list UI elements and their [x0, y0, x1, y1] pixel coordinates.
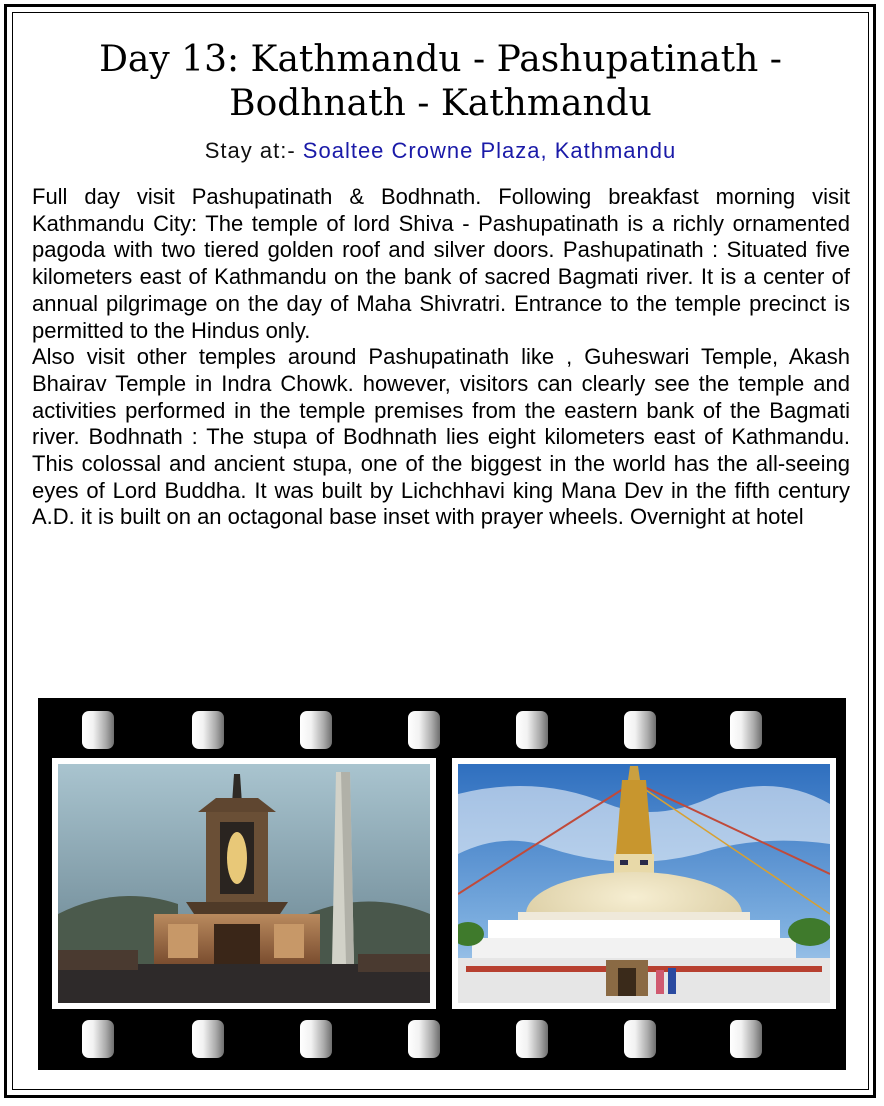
page-title: [12, 38, 869, 126]
title-line-2: Bodhnath - Kathmandu: [229, 83, 652, 124]
day-description: [32, 184, 850, 531]
description-paragraph-1: Full day visit Pashupatinath & Bodhnath. Following breakfast morning visit Kathmandu City: The temple of lord Shiva - Pashupatinath is a richly ornamented pagoda with two tiered golden roof and silver doors. Pashupatinath : Situated five kilometers east of Kathmandu on the bank of sacred Bagmati river. It is a center of annual pilgrimage on the day of Maha Shivratri. Entrance to the temple precinct is permitted to the Hindus only.: [32, 184, 850, 343]
sprocket-hole: [82, 711, 114, 749]
sprocket-hole: [408, 711, 440, 749]
sprocket-hole: [192, 711, 224, 749]
bodhnath-image: [458, 764, 830, 1003]
sprocket-hole: [730, 711, 762, 749]
pashupatinath-image: [58, 764, 430, 1003]
sprocket-hole: [408, 1020, 440, 1058]
stay-label: Stay at:-: [204, 138, 296, 163]
description-paragraph-2: Also visit other temples around Pashupatinath like , Guheswari Temple, Akash Bhairav Temple in Indra Chowk. however, visitors can clearly see the temple and activities performed in the temple premises from the eastern bank of the Bagmati river. Bodhnath : The stupa of Bodhnath lies eight kilometers east of Kathmandu. This colossal and ancient stupa, one of the biggest in the world has the all-seeing eyes of Lord Buddha. It was built by Lichchhavi king Mana Dev in the fifth century A.D. it is built on an octagonal base inset with prayer wheels. Overnight at hotel: [32, 344, 850, 530]
sprocket-hole: [516, 711, 548, 749]
sprocket-hole: [192, 1020, 224, 1058]
title-line-1: Day 13: Kathmandu - Pashupatinath -: [99, 39, 782, 80]
bodhnath-photo: [452, 758, 836, 1009]
sprocket-hole: [82, 1020, 114, 1058]
sprocket-hole: [730, 1020, 762, 1058]
sprocket-hole: [624, 711, 656, 749]
sprocket-hole: [624, 1020, 656, 1058]
hotel-name: Soaltee Crowne Plaza, Kathmandu: [302, 138, 677, 163]
sprocket-hole: [516, 1020, 548, 1058]
filmstrip-frame: [38, 698, 846, 1070]
sprocket-hole: [300, 711, 332, 749]
stay-line: [12, 138, 869, 164]
pashupatinath-photo: [52, 758, 436, 1009]
sprocket-hole: [300, 1020, 332, 1058]
